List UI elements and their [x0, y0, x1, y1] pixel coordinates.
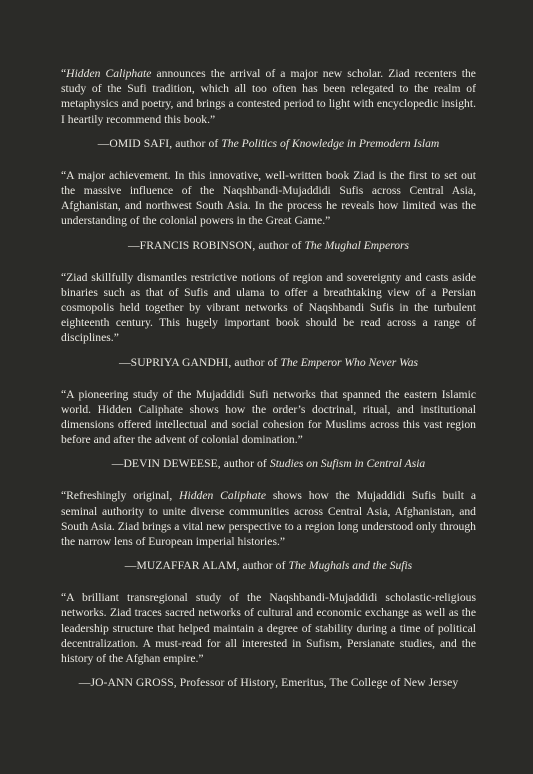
blurb-quote — [61, 168, 476, 229]
blurb-quote — [61, 66, 476, 127]
attribution-work: The Politics of Knowledge in Premodern Islam — [221, 136, 440, 150]
blurb-4 — [61, 488, 476, 573]
blurb-quote — [61, 488, 476, 549]
blurb-1 — [61, 168, 476, 253]
attribution-author: —MUZAFFAR ALAM, author of — [124, 559, 289, 573]
attribution-author: —OMID SAFI, author of — [97, 136, 222, 150]
quote-text: shows how the Mujaddidi Sufis built a seminal authority to unite diverse communities across Central Asia, Afghanistan, and South Asia. Ziad brings a vital new perspective to a region long understood only through the narrow lens of European imperial histories.” — [61, 489, 476, 549]
blurb-attribution — [61, 238, 476, 253]
attribution-author: —JO-ANN GROSS, Professor of History, Emeritus, The College of New Jersey — [78, 676, 459, 690]
blurb-attribution — [61, 136, 476, 151]
attribution-work: The Emperor Who Never Was — [280, 355, 419, 369]
attribution-author: —FRANCIS ROBINSON, author of — [127, 238, 305, 252]
quote-text: “Refreshingly original, — [61, 489, 180, 503]
quote-text: announces the arrival of a major new scholar. Ziad recenters the study of the Sufi tradition, which all too often has been relegated to the realm of metaphysics and poetry, and brings a contested period to light with encyclopedic insight. I heartily recommend this book.” — [61, 67, 476, 126]
blurb-5 — [61, 590, 476, 690]
blurb-attribution — [61, 675, 476, 690]
quote-text: “Ziad skillfully dismantles restrictive notions of region and sovereignty and casts aside binaries such as that of Sufis and ulama to offer a breathtaking view of a Persian cosmopolis held together by vibrant networks of Naqshbandi Sufis in the turbulent eighteenth century. This hugely important book should be read across a range of disciplines.” — [61, 270, 476, 345]
blurb-0 — [61, 66, 476, 151]
blurb-quote — [61, 270, 476, 346]
blurb-attribution — [61, 456, 476, 471]
attribution-author: —SUPRIYA GANDHI, author of — [118, 355, 281, 369]
quote-text: “A pioneering study of the Mujaddidi Sufi networks that spanned the eastern Islamic world. Hidden Caliphate shows how the order’s doctrinal, ritual, and institutional dimensions offered intellectual and social cohesion for Muslims across this vast region before and after the advent of colonial domination.” — [61, 387, 476, 447]
book-title-italic: Hidden Caliphate — [179, 489, 267, 503]
attribution-author: —DEVIN DEWEESE, author of — [111, 457, 270, 471]
book-title-italic: Hidden Caliphate — [66, 67, 152, 80]
blurb-quote — [61, 590, 476, 666]
blurb-2 — [61, 270, 476, 370]
blurb-attribution — [61, 558, 476, 573]
attribution-work: The Mughal Emperors — [304, 238, 410, 252]
attribution-work: Studies on Sufism in Central Asia — [269, 457, 426, 471]
quote-text: “A brilliant transregional study of the Naqshbandi-Mujaddidi scholastic-religious networks. Ziad traces sacred networks of cultural and economic exchange as well as the leadership structure that helped maintain a degree of stability during a time of political decentralization. A must-read for all interested in Sufism, Persianate studies, and the history of the Afghan empire.” — [61, 591, 476, 666]
blurb-3 — [61, 387, 476, 472]
quote-text: “ — [61, 67, 67, 80]
blurb-quote — [61, 387, 476, 448]
quote-text: “A major achievement. In this innovative, well-written book Ziad is the first to set out the massive influence of the Naqshbandi-Mujaddidi Sufis across Central Asia, Afghanistan, and northwest South Asia. In the process he reveals how limited was the understanding of the colonial powers in the Great Game.” — [61, 168, 476, 228]
attribution-work: The Mughals and the Sufis — [288, 559, 413, 573]
blurb-attribution — [61, 355, 476, 370]
